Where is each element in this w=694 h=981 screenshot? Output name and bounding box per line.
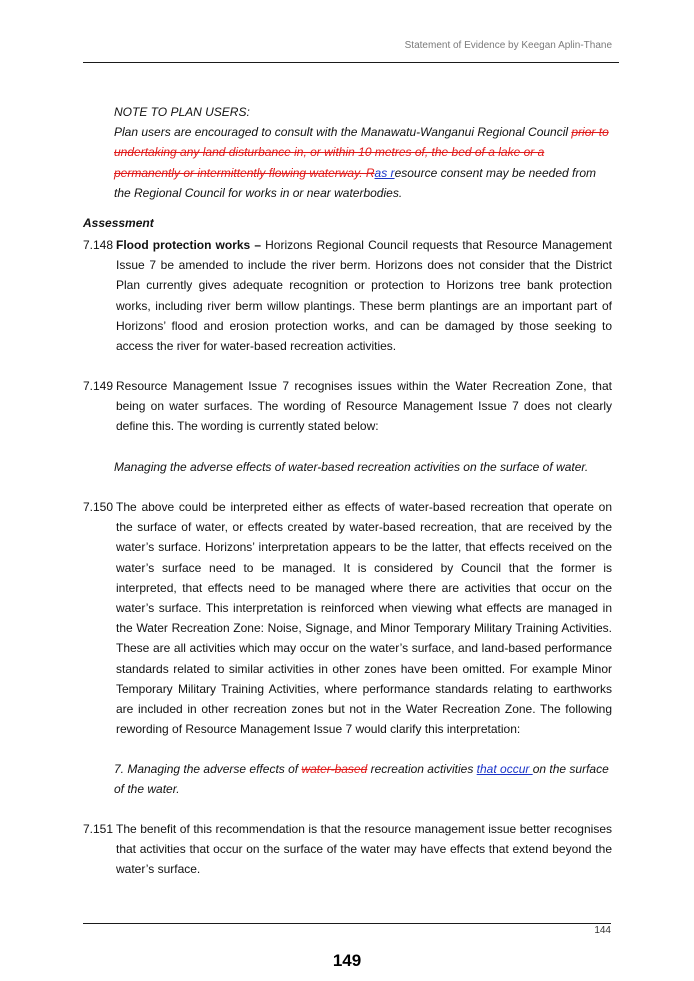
quote-start: 7. Managing the adverse effects of [114, 762, 302, 776]
note-text-start: Plan users are encouraged to consult with the Manawatu-Wanganui Regional Council [114, 125, 572, 140]
note-body [114, 122, 612, 203]
paragraph-number: 7.148 [83, 238, 114, 252]
assessment-heading: Assessment [83, 216, 154, 230]
paragraph-text: The benefit of this recommendation is that the resource management issue better recognises that activities that occur on the surface of the water may have effects that extend beyond the water’s surface. [116, 822, 612, 877]
quote-end: on the surface of the water. [114, 762, 609, 797]
paragraph-7-151 [83, 819, 612, 880]
note-text-end: esource consent may be needed from the Regional Council for works in or near waterbodies. [114, 165, 597, 200]
footer-rule [83, 923, 611, 924]
quote-middle: recreation activities [367, 762, 477, 776]
note-to-plan-users [114, 102, 612, 203]
paragraph-number: 7.149 [83, 379, 114, 393]
paragraph-7-149 [83, 376, 612, 437]
header-rule [83, 62, 619, 63]
quote-inserted-text: that occur [476, 762, 533, 776]
bundle-page-stamp: 149 [332, 951, 362, 970]
note-deleted-text: prior to undertaking any land disturbance in, or within 10 metres of, the bed of a lake or a permanently or intermittently flowing waterway. R [114, 125, 609, 180]
paragraph-text: The above could be interpreted either as effects of water-based recreation that operate on the surface of water, or effects created by water-based recreation, that are received by the water’s surface. Horizons’ interpretation appears to be the latter, that effects received on the water’s surface need to be managed. It is considered by Council that the former is interpreted, that effects need to be managed where there are activities that occur on the water’s surface. This interpretation is reinforced when viewing what effects are managed in the Water Recreation Zone: Noise, Signage, and Minor Temporary Military Training Activities. These are all activities which may occur on the water’s surface, and land-based performance standards related to similar activities in other zones have been omitted. For example Minor Temporary Military Training Activities, where performance standards relating to earthworks are included in other recreation zones but not in the Water Recreation Zone. The following rewording of Resource Management Issue 7 would clarify this interpretation: [116, 500, 612, 737]
page-number: 144 [594, 925, 611, 936]
paragraph-text: Horizons Regional Council requests that Resource Management Issue 7 be amended to include the river berm. Horizons does not consider that the District Plan currently gives adequate recognition or protection to Horizons tree bank protection works, including river berm willow plantings. These berm plantings are an important part of Horizons’ flood and erosion protection works, and can be damaged by those seeking to access the river for water-based recreation activities. [116, 238, 612, 354]
quote-deleted-text: water-based [301, 762, 368, 776]
note-inserted-text: as r [374, 165, 395, 180]
paragraph-number: 7.151 [83, 822, 114, 836]
paragraph-7-148 [83, 235, 612, 356]
paragraph-number: 7.150 [83, 500, 114, 514]
quoted-issue-proposed [114, 759, 612, 799]
paragraph-text: Resource Management Issue 7 recognises issues within the Water Recreation Zone, that being on water surfaces. The wording of Resource Management Issue 7 does not clearly define this. The wording is currently stated below: [116, 379, 612, 434]
paragraph-7-150 [83, 497, 612, 739]
note-title: NOTE TO PLAN USERS: [114, 105, 250, 119]
paragraph-bold-lead: Flood protection works – [116, 238, 262, 252]
quoted-issue-current: Managing the adverse effects of water-based recreation activities on the surface of water. [114, 460, 589, 474]
document-header: Statement of Evidence by Keegan Aplin-Thane [404, 40, 612, 51]
